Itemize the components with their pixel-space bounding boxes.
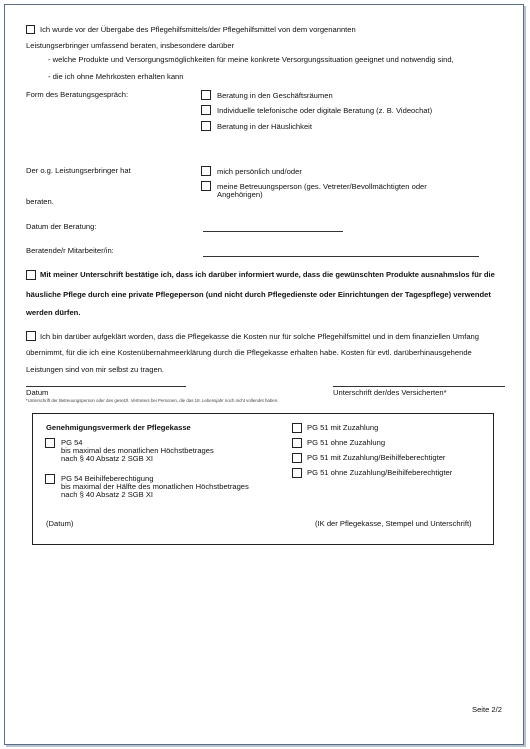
advisor-option-checkbox[interactable] — [201, 181, 211, 191]
form-option-checkbox[interactable] — [201, 121, 211, 131]
advisor-option-label: mich persönlich und/oder — [217, 167, 302, 176]
pg54-beihilfe-desc: nach § 40 Absatz 2 SGB XI — [61, 490, 154, 499]
pg54-desc: nach § 40 Absatz 2 SGB XI — [61, 454, 154, 463]
form-label: Form des Beratungsgespräch: — [26, 90, 129, 99]
cost-text: übernimmt, für die ich eine Kostenübernahmeerklärung durch die Pflegekasse erhalten habe. Kosten für evtl. darüberhinausgehende — [26, 348, 472, 357]
pg51-label: PG 51 ohne Zuzahlung/Beihilfeberechtigter — [307, 468, 453, 477]
pg54-beihilfe-code: PG 54 Beihilfeberechtigung — [61, 474, 154, 483]
signature-sign-label: Unterschrift der/des Versicherten* — [333, 388, 447, 397]
page-frame — [4, 4, 524, 745]
date-field-label: Datum der Beratung: — [26, 222, 97, 231]
form-option-checkbox[interactable] — [201, 105, 211, 115]
pg51-checkbox[interactable] — [292, 468, 302, 478]
signature-date-label: Datum — [26, 388, 49, 397]
consult-bullet: - welche Produkte und Versorgungsmöglichkeiten für meine konkrete Versorgungssituation geeignet und notwendig sind, — [48, 55, 454, 64]
pg54-desc: bis maximal des monatlichen Höchstbetrages — [61, 446, 214, 455]
pg51-checkbox[interactable] — [292, 453, 302, 463]
pg54-code: PG 54 — [61, 438, 83, 447]
signature-footnote: *Unterschrift der Betreuungsperson oder des gesetzl. Vertreters bei Personen, die das 18. Lebensjahr noch nicht vollendet haben. — [26, 398, 279, 403]
advisor-option-label: meine Betreuungsperson (ges. Vetreter/Bevollmächtigten oder — [217, 182, 427, 191]
cost-text: Leistungen sind von mir selbst zu tragen. — [26, 365, 165, 374]
form-option-checkbox[interactable] — [201, 90, 211, 100]
cost-checkbox[interactable] — [26, 331, 36, 341]
pg51-checkbox[interactable] — [292, 438, 302, 448]
page-number: Seite 2/2 — [472, 705, 502, 714]
form-option-label: Beratung in den Geschäftsräumen — [217, 91, 333, 100]
pg54-checkbox[interactable] — [45, 438, 55, 448]
consult-checkbox[interactable] — [26, 25, 35, 34]
pg54-beihilfe-checkbox[interactable] — [45, 474, 55, 484]
approval-sign-label: (IK der Pflegekasse, Stempel und Unterschrift) — [315, 519, 472, 528]
signature-date-line[interactable] — [26, 386, 186, 387]
confirm-text: werden dürfen. — [26, 308, 81, 317]
signature-sign-line[interactable] — [333, 386, 505, 387]
consult-line: Leistungserbringer umfassend beraten, insbesondere darüber — [26, 41, 235, 50]
pg51-label: PG 51 ohne Zuzahlung — [307, 438, 386, 447]
form-option-label: Individuelle telefonische oder digitale Beratung (z. B. Videochat) — [217, 106, 433, 115]
cost-text: Ich bin darüber aufgeklärt worden, dass die Pflegekasse die Kosten nur für solche Pflegehilfsmittel und in dem finanziellen Umfang — [40, 332, 479, 341]
advisor-suffix: beraten. — [26, 197, 54, 206]
approval-date-label: (Datum) — [46, 519, 74, 528]
consult-bullet: - die ich ohne Mehrkosten erhalten kann — [48, 72, 184, 81]
advisor-option-checkbox[interactable] — [201, 166, 211, 176]
consult-label: Ich wurde vor der Übergabe des Pflegehilfsmittels/der Pflegehilfsmittel von dem vorgenannten — [40, 25, 356, 34]
employee-field-label: Beratende/r Mitarbeiter/in: — [26, 246, 114, 255]
confirm-checkbox[interactable] — [26, 270, 36, 280]
approval-title: Genehmigungsvermerk der Pflegekasse — [46, 423, 191, 432]
form-option-label: Beratung in der Häuslichkeit — [217, 122, 312, 131]
pg51-checkbox[interactable] — [292, 423, 302, 433]
confirm-text: häusliche Pflege durch eine private Pflegeperson (und nicht durch Pflegedienste oder Einrichtungen der Tagespflege) verwendet — [26, 290, 491, 299]
date-field-line[interactable] — [203, 231, 343, 232]
confirm-text: Mit meiner Unterschrift bestätige ich, dass ich darüber informiert wurde, dass die gewünschten Produkte ausnahmslos für die — [40, 270, 495, 279]
advisor-label: Der o.g. Leistungserbringer hat — [26, 166, 131, 175]
employee-field-line[interactable] — [203, 256, 479, 257]
pg51-label: PG 51 mit Zuzahlung/Beihilfeberechtigter — [307, 453, 446, 462]
pg51-label: PG 51 mit Zuzahlung — [307, 423, 379, 432]
pg54-beihilfe-desc: bis maximal der Hälfte des monatlichen Höchstbetrages — [61, 482, 249, 491]
advisor-option-label: Angehörigen) — [217, 190, 263, 199]
